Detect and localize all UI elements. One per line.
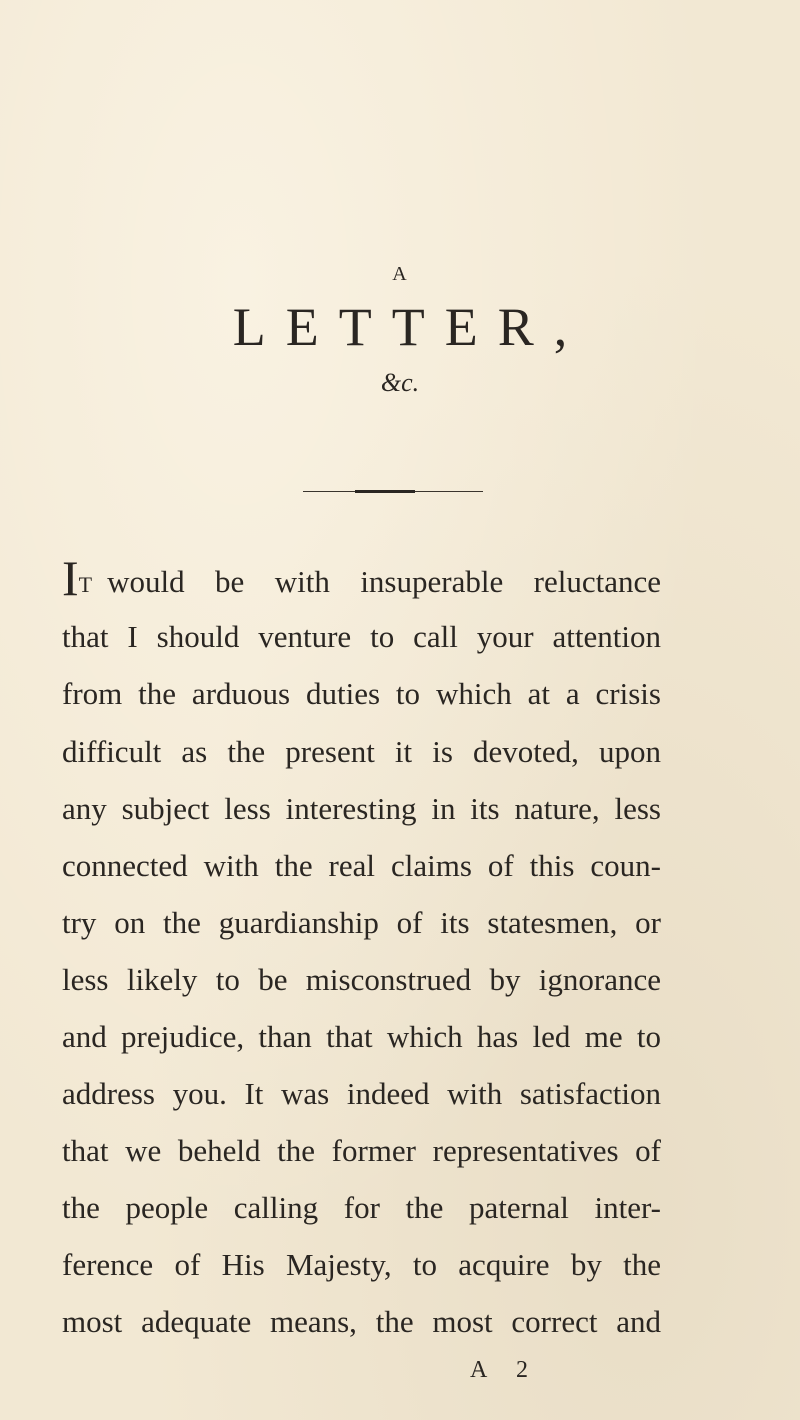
text-line-1	[62, 550, 661, 606]
text-line-4: difficult as the present it is devoted, upon	[62, 734, 661, 769]
text-line-2: that I should venture to call your attention	[62, 619, 661, 654]
text-line-3: from the arduous duties to which at a crisis	[62, 676, 661, 711]
signature-mark: A 2	[470, 1357, 541, 1383]
text-line-7: try on the guardianship of its statesmen, or	[62, 905, 661, 940]
title-article: A	[392, 263, 408, 285]
text-line-8: less likely to be misconstrued by ignorance	[62, 962, 661, 997]
text-line-9: and prejudice, than that which has led me to	[62, 1019, 661, 1054]
drop-cap: I	[62, 550, 79, 606]
text-line-10: address you. It was indeed with satisfaction	[62, 1076, 661, 1111]
text-line-14: most adequate means, the most correct and	[62, 1304, 661, 1339]
title-etc: &c.	[380, 368, 420, 397]
small-caps-letter: T	[78, 572, 94, 597]
text-line-12: the people calling for the paternal inter-	[62, 1190, 661, 1225]
text-line-11: that we beheld the former representatives of	[62, 1133, 661, 1168]
text-line-5: any subject less interesting in its nature, less	[62, 791, 661, 826]
text-line-6: connected with the real claims of this coun-	[62, 848, 661, 883]
text-line-13: ference of His Majesty, to acquire by the	[62, 1247, 661, 1282]
line-text: would be with insuperable reluctance	[107, 564, 661, 599]
page-title: LETTER,	[232, 297, 588, 357]
